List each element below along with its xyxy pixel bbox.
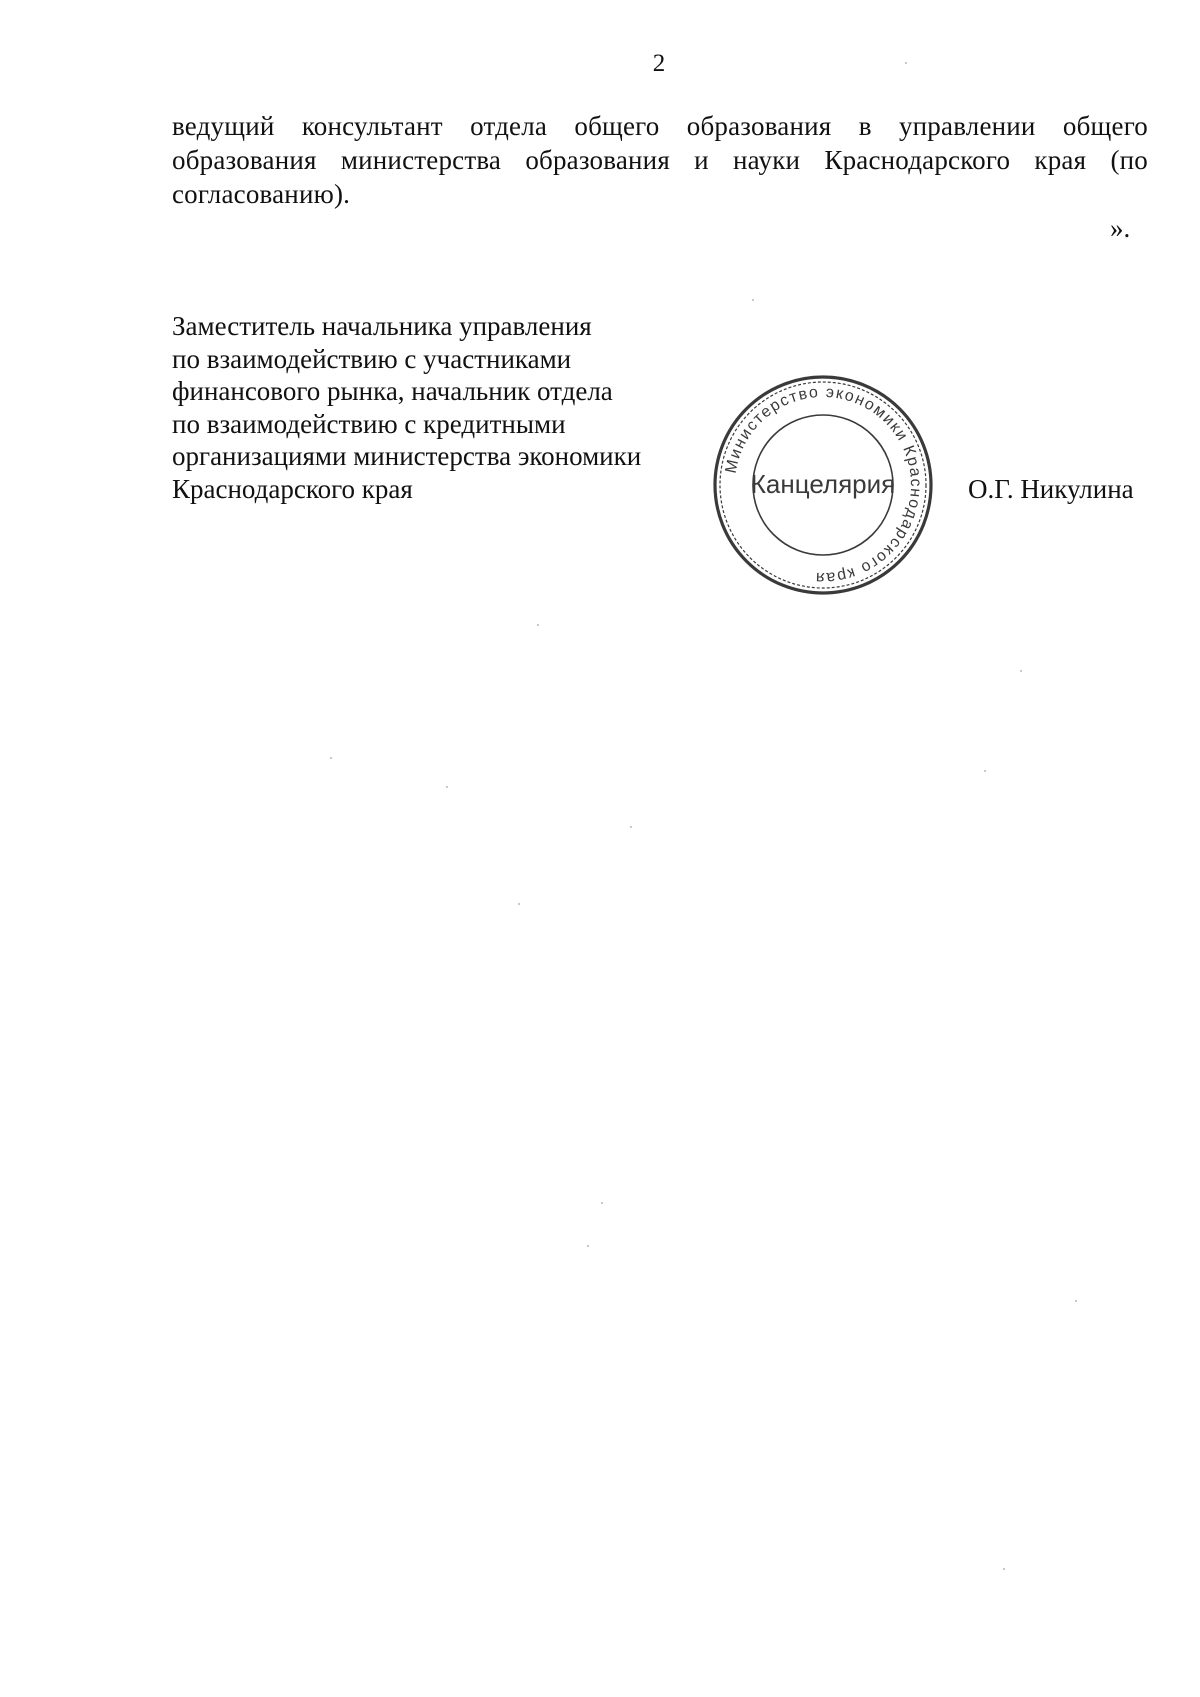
- scan-speck: [905, 62, 907, 64]
- page-number: 2: [652, 50, 666, 77]
- scan-speck: [446, 786, 448, 788]
- signatory-title-line: финансового рынка, начальник отдела: [172, 376, 613, 406]
- paragraph-line: ведущий консультант отдела общего образования в управлении общего: [172, 111, 1148, 141]
- office-stamp: [708, 370, 938, 600]
- scan-speck: [1003, 1568, 1005, 1570]
- scan-speck: [587, 1245, 589, 1247]
- signatory-title-line: организациями министерства экономики: [172, 441, 642, 471]
- scan-speck: [537, 624, 539, 626]
- body-paragraph: [172, 109, 1148, 211]
- scan-speck: [518, 903, 520, 905]
- signatory-title: [172, 310, 692, 505]
- scan-speck: [601, 1202, 603, 1204]
- signatory-name: О.Г. Никулина: [968, 474, 1134, 504]
- scan-speck: [630, 826, 632, 828]
- scan-speck: [1075, 1300, 1077, 1302]
- scan-speck: [752, 299, 754, 301]
- stamp-center-text: Канцелярия: [750, 469, 896, 499]
- paragraph-line: образования министерства образования и науки Краснодарского края (по: [172, 145, 1148, 175]
- signatory-title-line: по взаимодействию с участниками: [172, 343, 572, 374]
- scan-speck: [1020, 670, 1022, 672]
- signatory-title-line: Заместитель начальника управления: [172, 311, 592, 341]
- stamp-ring-text: Министерство экономики Краснодарского края: [722, 383, 925, 587]
- scan-speck: [330, 757, 332, 759]
- scan-speck: [984, 770, 986, 772]
- paragraph-line: согласованию).: [172, 179, 351, 209]
- closing-quote: ».: [1110, 213, 1131, 243]
- signatory-title-line: Краснодарского края: [172, 473, 413, 504]
- signatory-title-line: по взаимодействию с кредитными: [172, 408, 566, 439]
